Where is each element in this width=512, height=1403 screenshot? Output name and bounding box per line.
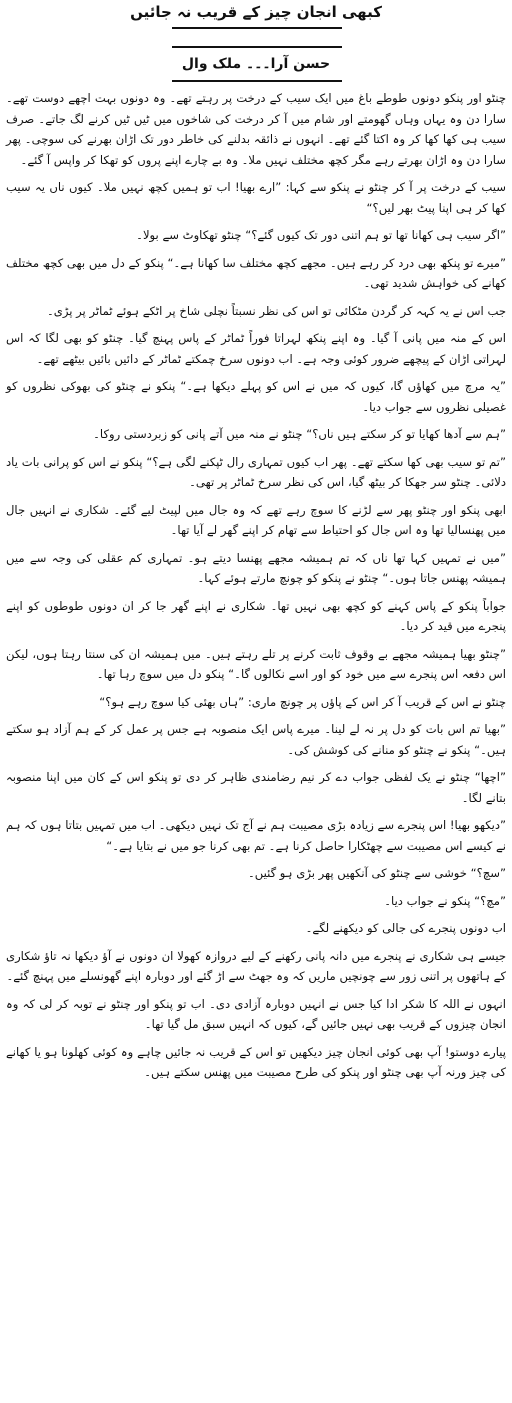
paragraph: ”دیکھو بھیا! اس پنجرے سے زیادہ بڑی مصیبت ہم نے آج تک نہیں دیکھی۔ اب میں تمہیں بتاتا ہوں کہ ہم نے کیسے اس مصیبت سے چھٹکارا حاصل کرنا ہے۔ تم بھی کرنا جو میں نے بتایا ہے۔“ bbox=[6, 818, 506, 853]
paragraph: ”مچ؟“ پنکو نے جواب دیا۔ bbox=[384, 893, 506, 908]
paragraph: جیسے ہی شکاری نے پنجرے میں دانہ پانی رکھنے کے لیے دروازہ کھولا ان دونوں نے آؤ دیکھا نہ تاؤ شکاری کے ہاتھوں پر اتنی زور سے چونچیں ماریں کہ وہ جھٹ سے اڑ گئے اور دوبارہ اپنے گھونسلے میں پہنچ گئے۔ bbox=[6, 948, 506, 983]
paragraph: ابھی پنکو اور چنٹو پھر سے لڑنے کا سوچ رہے تھے کہ وہ جال میں لپیٹ لیے گئے۔ شکاری نے انہیں جال میں پھنسالیا تھا وہ اس جال کو احتیاط سے تھام کر اپنے گھر لے آیا تھا۔ bbox=[6, 502, 506, 537]
article-body bbox=[6, 88, 506, 1090]
paragraph: چنٹو اور پنکو دونوں طوطے باغ میں ایک سیب کے درخت پر رہتے تھے۔ وہ دونوں بہت اچھے دوست تھے۔ سارا دن وہ یہاں وہاں گھومتے اور شام میں آ کر درخت کی شاخوں میں ٹیں ٹیں کرنے لگ جاتے۔ صرف سیب ہی کھا کھا کر وہ اکتا گئے تھے۔ انہوں نے ذائقہ بدلنے کی خاطر دور تک اڑان بھرنے کی سوچی۔ پھر سارا دن وہ اڑان بھرتے رہے مگر کچھ مختلف نہیں ملا۔ وہ بے چارے اپنے پروں کو تھکا کر واپس آ گئے۔ bbox=[6, 91, 506, 167]
article-title: کبھی انجان چیز کے قریب نہ جائیں bbox=[130, 3, 382, 21]
title-divider-top bbox=[172, 27, 342, 29]
paragraph: پیارے دوستو! آپ بھی کوئی انجان چیز دیکھیں تو اس کے قریب نہ جائیں چاہے وہ کوئی کھلونا ہو یا کھانے کی چیز ورنہ آپ بھی چنٹو اور پنکو کی طرح مصیبت میں پھنس سکتے ہیں۔ bbox=[6, 1044, 506, 1079]
paragraph: ”بھیا تم اس بات کو دل پر نہ لے لینا۔ میرے پاس ایک منصوبہ ہے جس پر عمل کر کے ہم آزاد ہو سکتے ہیں۔“ پنکو نے چنٹو کو منانے کی کوشش کی۔ bbox=[6, 722, 506, 757]
paragraph: چنٹو نے اس کے قریب آ کر اس کے پاؤں پر چونچ ماری: ”ہاں بھئی کیا سوچ رہے ہو؟“ bbox=[99, 694, 506, 709]
paragraph: ”اگر سیب ہی کھانا تھا تو ہم اتنی دور تک کیوں گئے؟“ چنٹو تھکاوٹ سے بولا۔ bbox=[136, 228, 506, 242]
paragraph: انہوں نے اللہ کا شکر ادا کیا جس نے انہیں دوبارہ آزادی دی۔ اب تو پنکو اور چنٹو نے توبہ کر لی کہ وہ انجان چیزوں کے قریب بھی نہیں جائیں گے، کیوں کہ انہیں سبق مل گیا تھا۔ bbox=[6, 996, 506, 1031]
paragraph: ”چنٹو بھیا ہمیشہ مجھے بے وقوف ثابت کرنے پر تلے رہتے ہیں۔ میں ہمیشہ ان کی سنتا رہتا ہوں، لیکن اس دفعہ اس پنجرے سے میں خود کو اور اسے نکالوں گا۔“ پنکو دل میں سوچ رہا تھا۔ bbox=[6, 646, 506, 681]
paragraph: جب اس نے یہ کہہ کر گردن مٹکائی تو اس کی نظر نسبتاً نچلی شاخ پر اٹکے ہوئے ٹماٹر پر پڑی۔ bbox=[46, 303, 506, 318]
paragraph: ”اچھا“ چنٹو نے یک لفظی جواب دے کر نیم رضامندی ظاہر کر دی تو پنکو اس کے کان میں اپنا منصوبہ بتانے لگا۔ bbox=[6, 770, 506, 805]
paragraph: ”میں نے تمہیں کہا تھا ناں کہ تم ہمیشہ مجھے پھنسا دیتے ہو۔ تمہاری کم عقلی کی وجہ سے میں ہمیشہ پھنس جاتا ہوں۔“ چنٹو نے پنکو کو چونچ مارتے ہوئے کہا۔ bbox=[6, 550, 506, 585]
paragraph: ”ہم سے آدھا کھایا تو کر سکتے ہیں ناں؟“ چنٹو نے منہ میں آتے پانی کو زبردستی روکا۔ bbox=[93, 427, 506, 441]
paragraph: ”یہ مرچ میں کھاؤں گا، کیوں کہ میں نے اس کو پہلے دیکھا ہے۔“ پنکو نے چنٹو کی بھوکی نظروں کو غصیلی نظروں سے جواب دیا۔ bbox=[6, 379, 506, 414]
paragraph: ”سچ؟“ خوشی سے چنٹو کی آنکھیں پھر بڑی ہو گئیں۔ bbox=[247, 866, 506, 880]
paragraph: سیب کے درخت پر آ کر چنٹو نے پنکو سے کہا: ”ارے بھیا! اب تو ہمیں کچھ نہیں ملا۔ کیوں ناں یہ سیب کھا کر ہی اپنا پیٹ بھر لیں؟“ bbox=[6, 180, 506, 215]
paragraph: ”میرے تو پنکھ بھی درد کر رہے ہیں۔ مجھے کچھ مختلف سا کھانا ہے۔“ پنکو کے دل میں بھی کچھ مختلف کھانے کی خواہش شدید تھی۔ bbox=[6, 255, 506, 290]
title-divider-bottom bbox=[172, 46, 342, 48]
author-byline: حسن آرا۔۔۔ ملک وال bbox=[181, 56, 331, 72]
byline-divider bbox=[172, 80, 342, 82]
paragraph: اب دونوں پنجرے کی جالی کو دیکھنے لگے۔ bbox=[305, 921, 506, 935]
paragraph: ”تم تو سیب بھی کھا سکتے تھے۔ پھر اب کیوں تمہاری رال ٹپکنے لگی ہے؟“ پنکو نے اس کو پرانی بات یاد دلائی۔ چنٹو سر جھکا کر بیٹھ گیا، اس کی نظر سرخ ٹماٹر پر تھی۔ bbox=[6, 454, 506, 489]
paragraph: جواباً پنکو کے پاس کہنے کو کچھ بھی نہیں تھا۔ شکاری نے اپنے گھر جا کر ان دونوں طوطوں کو اپنے پنجرے میں قید کر دیا۔ bbox=[6, 598, 506, 633]
paragraph: اس کے منہ میں پانی آ گیا۔ وہ اپنے پنکھ لہراتا فوراً ٹماٹر کے پاس پہنچ گیا۔ چنٹو کو بھی لگا کہ اس لہراتی اڑان کے پیچھے ضرور کوئی وجہ ہے۔ اب دونوں سرخ چمکتے ٹماٹر کے دائیں بائیں بیٹھے تھے۔ bbox=[6, 331, 506, 366]
